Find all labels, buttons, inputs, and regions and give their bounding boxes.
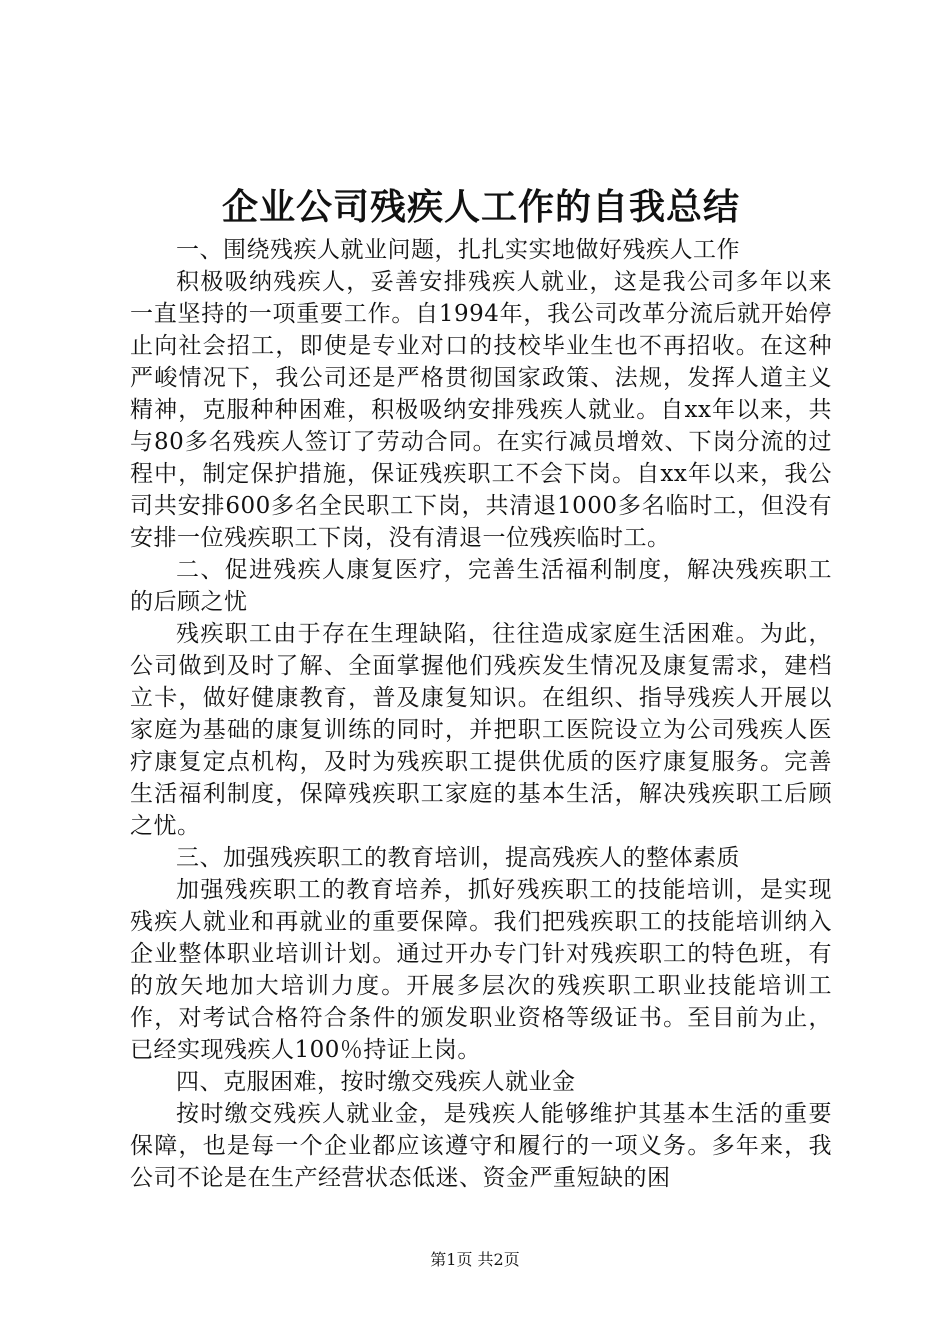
- section-paragraph: 按时缴交残疾人就业金，是残疾人能够维护其基本生活的重要保障，也是每一个企业都应该遵守和履行的一项义务。多年来，我公司不论是在生产经营状态低迷、资金严重短缺的困: [130, 1101, 832, 1191]
- document-page: [130, 180, 832, 1194]
- section-paragraph: 残疾职工由于存在生理缺陷，往往造成家庭生活困难。为此，公司做到及时了解、全面掌握他们残疾发生情况及康复需求，建档立卡，做好健康教育，普及康复知识。在组织、指导残疾人开展以家庭为基础的康复训练的同时，并把职工医院设立为公司残疾人医疗康复定点机构，及时为残疾职工提供优质的医疗康复服务。完善生活福利制度，保障残疾职工家庭的基本生活，解决残疾职工后顾之忧。: [130, 621, 832, 839]
- section-heading: 一、围绕残疾人就业问题，扎扎实实地做好残疾人工作: [176, 237, 740, 263]
- section-2: [130, 554, 832, 842]
- section-paragraph: 积极吸纳残疾人，妥善安排残疾人就业，这是我公司多年以来一直坚持的一项重要工作。自1994年，我公司改革分流后就开始停止向社会招工，即使是专业对口的技校毕业生也不再招收。在这种严峻情况下，我公司还是严格贯彻国家政策、法规，发挥人道主义精神，克服种种困难，积极吸纳安排残疾人就业。自xx年以来，共与80多名残疾人签订了劳动合同。在实行减员增效、下岗分流的过程中，制定保护措施，保证残疾职工不会下岗。自xx年以来，我公司共安排600多名全民职工下岗，共清退1000多名临时工，但没有安排一位残疾职工下岗，没有清退一位残疾临时工。: [130, 269, 832, 551]
- section-paragraph: 加强残疾职工的教育培养，抓好残疾职工的技能培训，是实现残疾人就业和再就业的重要保障。我们把残疾职工的技能培训纳入企业整体职业培训计划。通过开办专门针对残疾职工的特色班，有的放矢地加大培训力度。开展多层次的残疾职工职业技能培训工作，对考试合格符合条件的颁发职业资格等级证书。至目前为止，已经实现残疾人100％持证上岗。: [130, 877, 832, 1063]
- page-footer: 第1页 共2页: [430, 1250, 520, 1269]
- section-3: [130, 842, 832, 1066]
- document-title: 企业公司残疾人工作的自我总结: [221, 186, 740, 228]
- section-1: [130, 234, 832, 554]
- section-heading: 四、克服困难，按时缴交残疾人就业金: [176, 1069, 576, 1095]
- section-heading: 二、促进残疾人康复医疗，完善生活福利制度，解决残疾职工的后顾之忧: [130, 557, 832, 615]
- section-heading: 三、加强残疾职工的教育培训，提高残疾人的整体素质: [176, 845, 740, 871]
- section-4: [130, 1066, 832, 1194]
